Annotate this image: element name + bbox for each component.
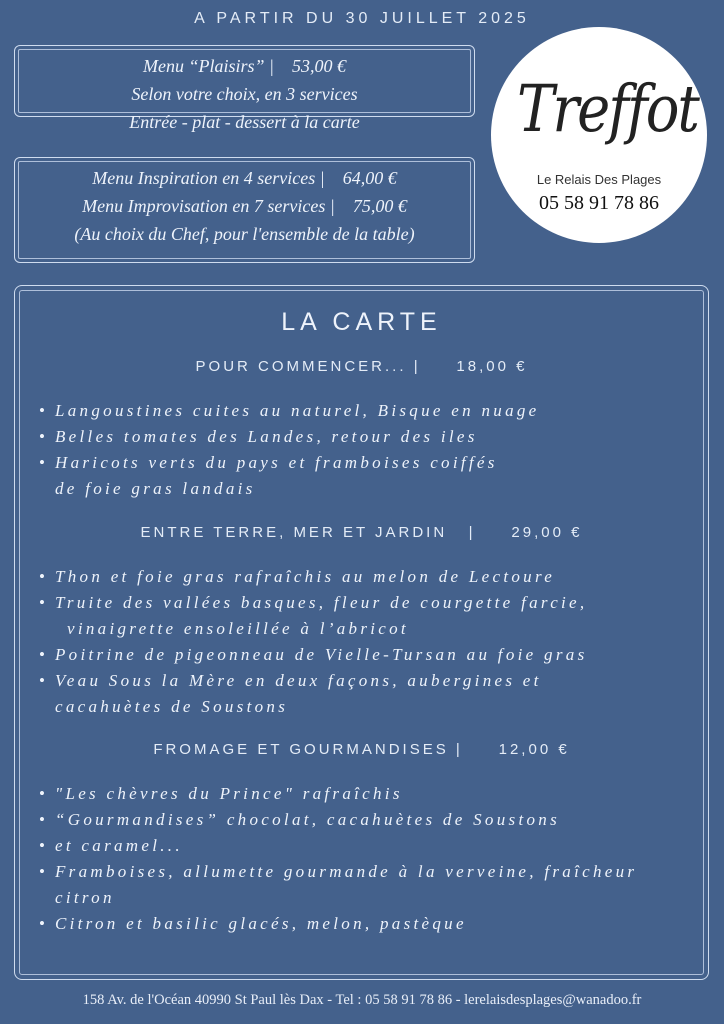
carte-title: LA CARTE	[281, 308, 442, 336]
dish-item	[37, 564, 587, 590]
bullet-icon: •	[39, 810, 49, 829]
restaurant-logo	[491, 27, 707, 243]
dish-text: de foie gras landais	[55, 479, 256, 498]
dish-text: “Gourmandises” chocolat, cacahuètes de Soustons	[55, 810, 560, 829]
dish-text: Veau Sous la Mère en deux façons, aubergines et	[55, 671, 542, 690]
bullet-icon: •	[39, 836, 49, 855]
dish-item	[37, 668, 587, 720]
dish-text: citron	[55, 888, 115, 907]
bullet-icon: •	[39, 645, 49, 664]
dish-list	[37, 398, 540, 502]
logo-subtitle: Le Relais Des Plages	[536, 172, 662, 187]
dish-text: Framboises, allumette gourmande à la verveine, fraîcheur	[55, 862, 638, 881]
bullet-icon: •	[39, 401, 49, 420]
menu-plaisirs-box	[14, 45, 475, 132]
dish-list	[37, 781, 637, 937]
dish-item	[37, 590, 587, 642]
bullet-icon: •	[39, 862, 49, 881]
footer-address: 158 Av. de l'Océan 40990 St Paul lès Dax - Tel : 05 58 91 78 86 - lerelaisdesplages@wanadoo.fr	[82, 992, 642, 1008]
dish-text: Haricots verts du pays et framboises coiffés	[55, 453, 498, 472]
bullet-icon: •	[39, 567, 49, 586]
logo-phone: 05 58 91 78 86	[539, 192, 659, 214]
dish-text: Langoustines cuites au naturel, Bisque en nuage	[55, 401, 540, 420]
menu-line: Entrée - plat - dessert à la carte	[129, 112, 360, 132]
menu-line: Menu “Plaisirs” | 53,00 €	[143, 56, 346, 76]
dish-list	[37, 564, 587, 720]
date-banner: A PARTIR DU 30 JUILLET 2025	[194, 10, 530, 27]
bullet-icon: •	[39, 593, 49, 612]
dish-item	[37, 642, 587, 668]
section-heading: FROMAGE ET GOURMANDISES | 12,00 €	[153, 741, 570, 758]
bullet-icon: •	[39, 784, 49, 803]
bullet-icon: •	[39, 914, 49, 933]
menu-line: Selon votre choix, en 3 services	[131, 84, 358, 104]
carte-box	[14, 285, 709, 980]
dish-text: et caramel...	[55, 836, 183, 855]
section-heading: ENTRE TERRE, MER ET JARDIN | 29,00 €	[140, 524, 583, 541]
dish-item	[37, 424, 540, 450]
dish-text: cacahuètes de Soustons	[55, 697, 289, 716]
dish-text: Poitrine de pigeonneau de Vielle-Tursan au foie gras	[55, 645, 588, 664]
bullet-icon: •	[39, 671, 49, 690]
dish-item	[37, 833, 637, 859]
bullet-icon: •	[39, 427, 49, 446]
dish-item	[37, 911, 637, 937]
menu-line: Menu Improvisation en 7 services | 75,00 €	[82, 196, 407, 216]
bullet-icon: •	[39, 453, 49, 472]
dish-text: Thon et foie gras rafraîchis au melon de Lectoure	[55, 567, 556, 586]
logo-script: Treffot	[517, 72, 698, 147]
dish-item	[37, 807, 637, 833]
dish-text: Citron et basilic glacés, melon, pastèque	[55, 914, 467, 933]
dish-item	[37, 781, 637, 807]
section-heading: POUR COMMENCER... | 18,00 €	[195, 358, 528, 375]
dish-item	[37, 398, 540, 424]
menu-inspiration-box	[14, 157, 475, 263]
dish-item	[37, 859, 637, 911]
dish-text: "Les chèvres du Prince" rafraîchis	[55, 784, 403, 803]
dish-text: vinaigrette ensoleillée à l’abricot	[67, 619, 409, 638]
dish-text: Belles tomates des Landes, retour des iles	[55, 427, 478, 446]
dish-text: Truite des vallées basques, fleur de courgette farcie,	[55, 593, 588, 612]
dish-item	[37, 450, 540, 502]
menu-line: (Au choix du Chef, pour l'ensemble de la table)	[74, 224, 415, 244]
menu-line: Menu Inspiration en 4 services | 64,00 €	[92, 168, 397, 188]
